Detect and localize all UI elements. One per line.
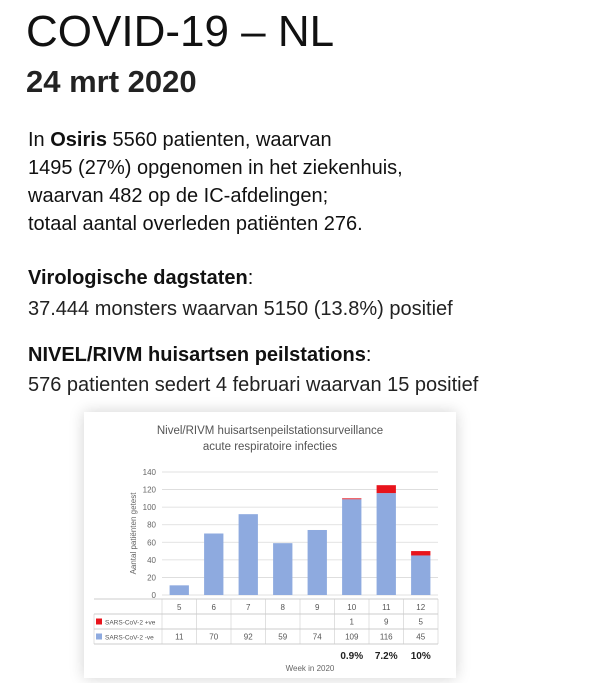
y-tick-label: 140	[142, 468, 156, 477]
bar-negative	[204, 534, 223, 596]
y-tick-label: 80	[147, 520, 156, 530]
x-tick-label: 10	[347, 603, 357, 612]
osiris-line3: waarvan 482 op de IC-afdelingen;	[28, 185, 329, 207]
y-tick-label: 0	[151, 591, 156, 600]
legend-swatch	[96, 619, 102, 625]
nivel-colon: :	[365, 344, 372, 366]
viro-heading-text: Virologische dagstaten	[28, 267, 248, 289]
bar-negative	[308, 530, 327, 595]
y-tick-label: 20	[147, 573, 156, 583]
data-label: 9	[384, 617, 389, 627]
data-label: 11	[175, 632, 184, 642]
viro-heading	[28, 265, 253, 291]
x-tick-label: 6	[211, 603, 216, 612]
bar-chart	[84, 412, 456, 678]
x-tick-label: 7	[246, 603, 251, 612]
percentage-label: 7.2%	[374, 651, 398, 662]
data-label: 74	[312, 632, 322, 642]
data-label: 109	[345, 632, 359, 642]
data-label: 59	[278, 632, 288, 642]
chart-subtitle: acute respiratoire infecties	[202, 441, 338, 453]
bar-negative	[342, 499, 361, 595]
bar-negative	[239, 514, 258, 595]
data-label: 70	[209, 632, 219, 642]
viro-colon: :	[247, 267, 254, 289]
percentage-label: 10%	[410, 651, 431, 662]
y-tick-label: 60	[147, 538, 156, 548]
data-label: 45	[416, 632, 426, 642]
slide-title: COVID-19 – NL	[26, 7, 335, 56]
osiris-line2: 1495 (27%) opgenomen in het ziekenhuis,	[28, 157, 403, 179]
chart-container	[84, 412, 456, 678]
bar-positive	[411, 551, 430, 555]
x-tick-label: 8	[280, 603, 285, 612]
data-label: 1	[349, 617, 354, 627]
x-tick-label: 11	[382, 603, 391, 612]
y-tick-label: 120	[142, 485, 156, 495]
osiris-line4: totaal aantal overleden patiënten 276.	[28, 213, 363, 235]
slide-date: 24 mrt 2020	[26, 64, 197, 99]
legend-label: SARS-CoV-2 -ve	[105, 634, 154, 642]
x-tick-label: 9	[315, 603, 320, 612]
y-tick-label: 100	[142, 503, 156, 513]
bar-positive	[377, 485, 396, 493]
nivel-heading-text: NIVEL/RIVM huisartsen peilstations	[28, 344, 366, 366]
plot-area	[94, 468, 438, 662]
nivel-heading	[28, 342, 371, 368]
legend-swatch	[96, 634, 102, 640]
y-tick-label: 40	[147, 555, 156, 565]
bar-negative	[273, 543, 292, 595]
chart-ylabel: Aantal patiënten getest	[129, 492, 138, 575]
osiris-paragraph	[28, 126, 403, 238]
bar-negative	[377, 493, 396, 595]
osiris-prefix: In	[28, 129, 51, 151]
bar-negative	[170, 585, 189, 595]
chart-xlabel: Week in 2020	[285, 664, 335, 673]
bar-positive	[342, 498, 361, 499]
nivel-text: 576 patienten sedert 4 februari waarvan 15 positief	[28, 374, 479, 396]
viro-text: 37.444 monsters waarvan 5150 (13.8%) positief	[28, 298, 453, 320]
osiris-bold: Osiris	[50, 129, 107, 151]
data-label: 5	[418, 617, 423, 627]
legend-label: SARS-CoV-2 +ve	[105, 619, 156, 627]
x-tick-label: 5	[177, 603, 182, 612]
bar-negative	[411, 555, 430, 595]
osiris-line1: 5560 patienten, waarvan	[106, 129, 332, 151]
data-label: 92	[243, 632, 253, 642]
chart-title: Nivel/RIVM huisartsenpeilstationsurveillance	[156, 425, 384, 437]
x-tick-label: 12	[416, 603, 426, 612]
data-label: 116	[379, 632, 393, 642]
percentage-label: 0.9%	[340, 651, 364, 662]
